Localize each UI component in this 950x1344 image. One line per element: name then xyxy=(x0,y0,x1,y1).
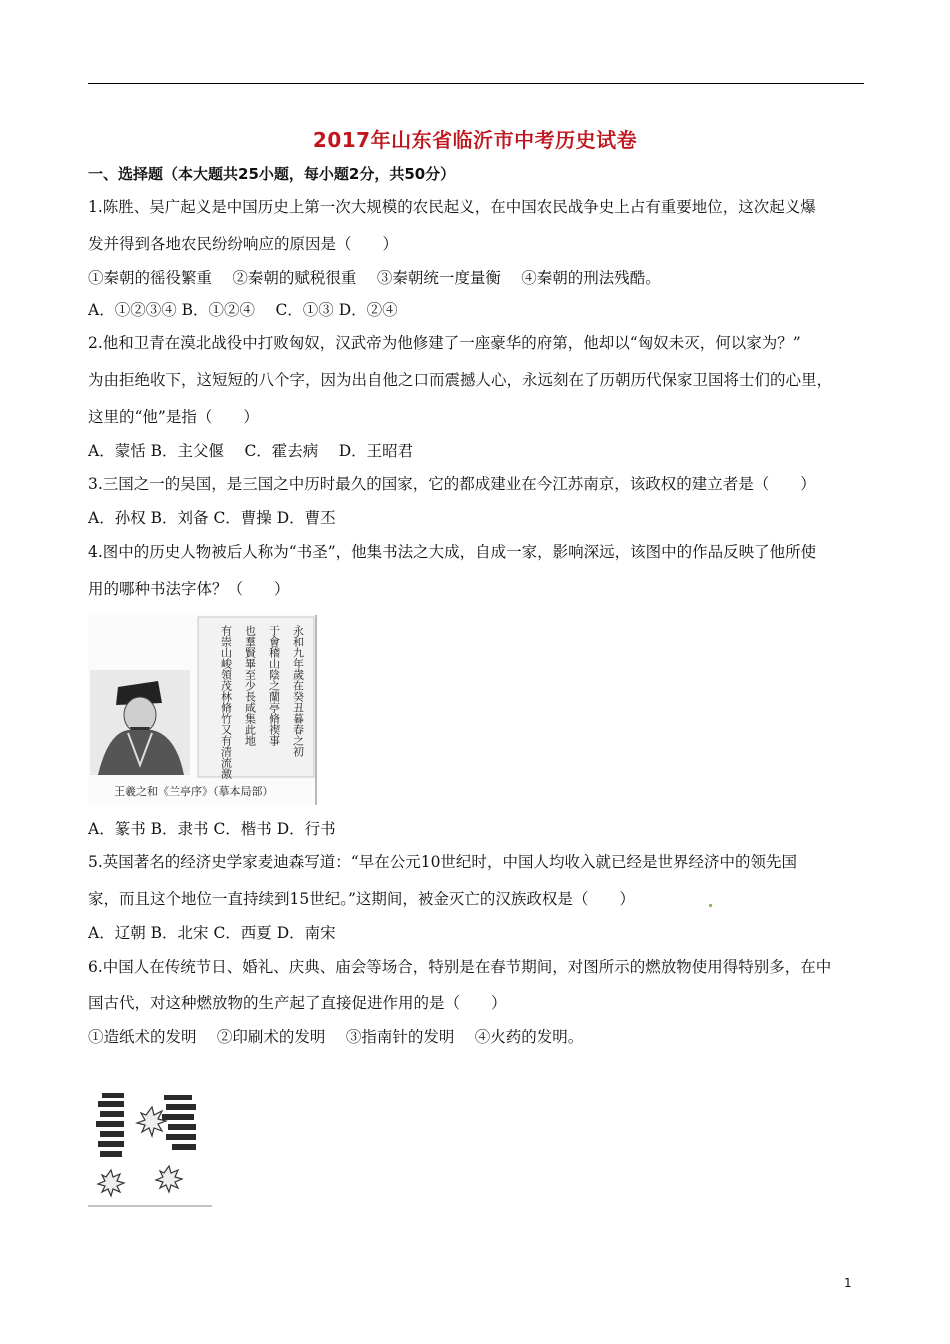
q5-options: A．辽朝 B．北宋 C．西夏 D．南宋 xyxy=(88,924,336,942)
page-title: 2017年山东省临沂市中考历史试卷 xyxy=(312,128,638,152)
portrait-image xyxy=(90,670,190,775)
q5-stem-line1: 5.英国著名的经济史学家麦迪森写道：“早在公元10世纪时，中国人均收入就已经是世界经济中的领先国 xyxy=(88,853,797,871)
figure-caption: 王羲之和《兰亭序》（摹本局部） xyxy=(114,785,274,798)
q4-options: A．篆书 B．隶书 C．楷书 D．行书 xyxy=(88,820,336,838)
q2-stem-line2: 为由拒绝收下，这短短的八个字，因为出自他之口而震撼人心，永远刻在了历朝历代保家卫国将士们的心里， xyxy=(88,371,833,389)
q1-stem-line2: 发并得到各地农民纷纷响应的原因是（ ） xyxy=(88,235,399,253)
calligraphy-col-4: 有崇山峻領茂林脩竹又有清流激 xyxy=(219,625,233,779)
q2-options: A．蒙恬 B．主父偃 C．霍去病 D．王昭君 xyxy=(88,442,414,460)
q2-stem-line3: 这里的“他”是指（ ） xyxy=(88,408,259,426)
q6-stem-line1: 6.中国人在传统节日、婚礼、庆典、庙会等场合，特别是在春节期间，对图所示的燃放物使用得特别多，在中 xyxy=(88,958,832,976)
calligraphy-col-3: 也羣賢畢至少長咸集此地 xyxy=(243,625,257,746)
q1-options: A．①②③④ B．①②④ C．①③ D．②④ xyxy=(88,301,398,319)
q2-stem-line1: 2.他和卫青在漠北战役中打败匈奴，汉武帝为他修建了一座豪华的府第，他却以“匈奴未灭，何以家为？” xyxy=(88,334,801,352)
q4-stem-line2: 用的哪种书法字体？（ ） xyxy=(88,580,290,598)
firecracker-figure xyxy=(88,1085,212,1207)
q1-items: ①秦朝的徭役繁重 ②秦朝的赋税很重 ③秦朝统一度量衡 ④秦朝的刑法残酷。 xyxy=(88,269,661,287)
q3-stem: 3.三国之一的吴国，是三国之中历时最久的国家，它的都成建业在今江苏南京，该政权的建立者是（ ） xyxy=(88,475,816,493)
green-mark xyxy=(709,904,712,907)
q6-stem-line2: 国古代，对这种燃放物的生产起了直接促进作用的是（ ） xyxy=(88,994,507,1012)
calligraphy-col-1: 永和九年歲在癸丑暮春之初 xyxy=(291,625,305,757)
q3-options: A．孙权 B．刘备 C．曹操 D．曹丕 xyxy=(88,509,336,527)
calligraphy-col-2: 于會稽山陰之蘭亭脩禊事 xyxy=(267,625,281,746)
q6-items: ①造纸术的发明 ②印刷术的发明 ③指南针的发明 ④火药的发明。 xyxy=(88,1028,584,1046)
header-rule xyxy=(88,83,864,84)
wang-xizhi-figure xyxy=(88,615,318,805)
q5-stem-line2: 家，而且这个地位一直持续到15世纪。”这期间，被金灭亡的汉族政权是（ ） xyxy=(88,890,635,908)
q1-stem-line1: 1.陈胜、吴广起义是中国历史上第一次大规模的农民起义，在中国农民战争史上占有重要地位，这次起义爆 xyxy=(88,198,816,216)
page-number: 1 xyxy=(844,1276,852,1290)
calligraphy-scroll xyxy=(198,617,314,780)
section-heading: 一、选择题（本大题共25小题，每小题2分，共50分） xyxy=(88,165,456,183)
q4-stem-line1: 4.图中的历史人物被后人称为“书圣”，他集书法之大成，自成一家，影响深远，该图中的作品反映了他所使 xyxy=(88,543,817,561)
